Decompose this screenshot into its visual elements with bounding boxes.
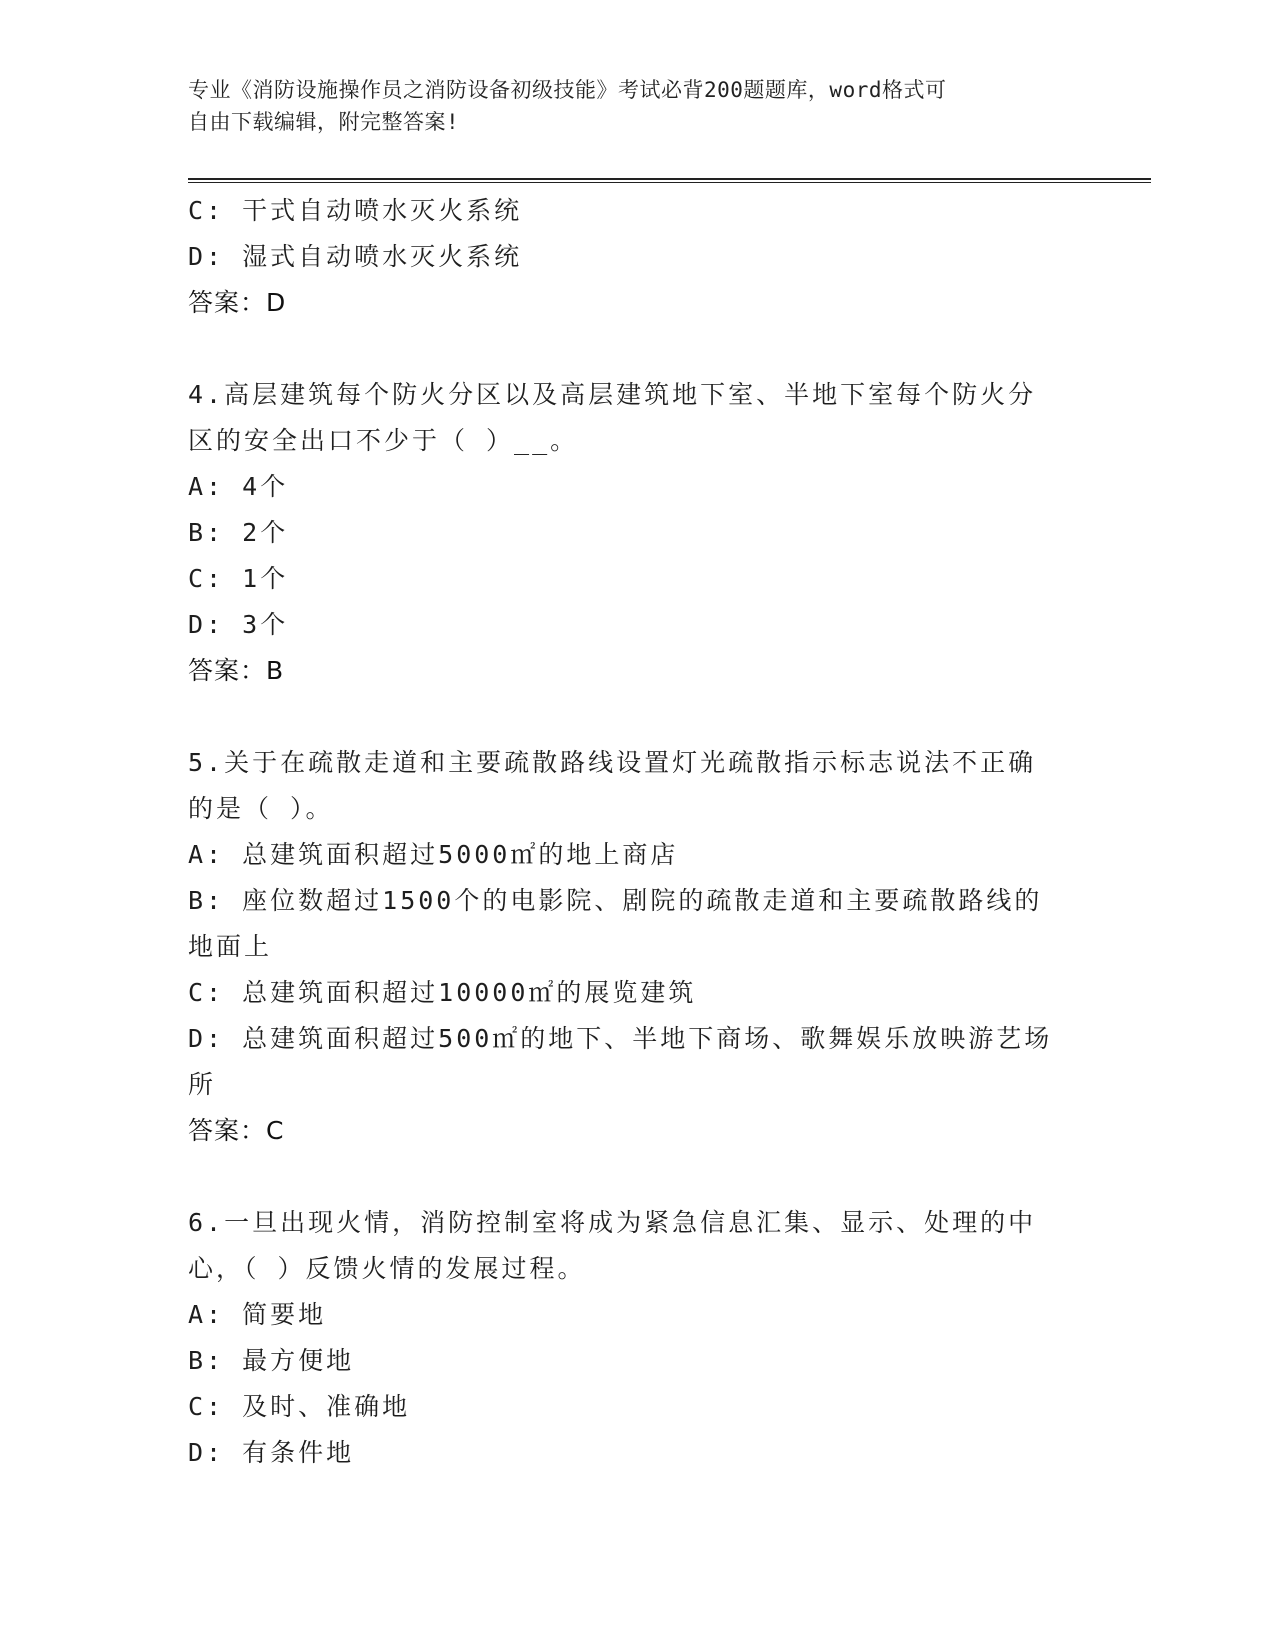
q4-stem-line-1: 4.高层建筑每个防火分区以及高层建筑地下室、半地下室每个防火分 [188, 380, 1037, 409]
q6-option-b: B: 最方便地 [188, 1346, 355, 1375]
q6-stem-line-2: 心，（ ）反馈火情的发展过程。 [188, 1254, 586, 1283]
q6-option-d: D: 有条件地 [188, 1438, 355, 1467]
q6-option-a: A: 简要地 [188, 1300, 327, 1329]
q3-option-c: C: 干式自动喷水灭火系统 [188, 196, 523, 225]
q5-answer: 答案：C [188, 1116, 285, 1145]
q5-stem-line-2: 的是（ ）。 [188, 794, 334, 823]
q4-option-b: B: 2个 [188, 518, 289, 547]
q4-answer: 答案：B [188, 656, 285, 685]
question-6 [188, 1200, 1068, 1476]
header-divider-thick [188, 178, 1151, 180]
q5-option-b-line-1: B: 座位数超过1500个的电影院、剧院的疏散走道和主要疏散路线的 [188, 886, 1043, 915]
q4-stem-line-2: 区的安全出口不少于（ ）__。 [188, 426, 579, 455]
question-3-tail [188, 188, 1068, 326]
header-title-line-2: 自由下载编辑，附完整答案! [188, 110, 460, 134]
q5-option-b-line-2: 地面上 [188, 932, 273, 961]
question-spacer [188, 694, 1068, 740]
header-title-line-1: 专业《消防设施操作员之消防设备初级技能》考试必背200题题库，word格式可 [188, 78, 947, 102]
q5-option-d-line-2: 所 [188, 1070, 217, 1099]
q5-option-a: A: 总建筑面积超过5000㎡的地上商店 [188, 840, 679, 869]
q6-option-c: C: 及时、准确地 [188, 1392, 411, 1421]
q4-option-a: A: 4个 [188, 472, 289, 501]
question-4 [188, 372, 1068, 694]
question-5 [188, 740, 1068, 1154]
q5-option-d-line-1: D: 总建筑面积超过500㎡的地下、半地下商场、歌舞娱乐放映游艺场 [188, 1024, 1053, 1053]
question-spacer [188, 326, 1068, 372]
q5-stem-line-1: 5.关于在疏散走道和主要疏散路线设置灯光疏散指示标志说法不正确 [188, 748, 1037, 777]
q4-option-d: D: 3个 [188, 610, 289, 639]
q3-option-d: D: 湿式自动喷水灭火系统 [188, 242, 523, 271]
question-spacer [188, 1154, 1068, 1200]
document-header [188, 74, 1068, 138]
question-list [188, 188, 1068, 1476]
q3-answer: 答案：D [188, 288, 287, 317]
q6-stem-line-1: 6.一旦出现火情，消防控制室将成为紧急信息汇集、显示、处理的中 [188, 1208, 1037, 1237]
header-divider-thin [188, 182, 1151, 183]
q5-option-c: C: 总建筑面积超过10000㎡的展览建筑 [188, 978, 697, 1007]
q4-option-c: C: 1个 [188, 564, 289, 593]
